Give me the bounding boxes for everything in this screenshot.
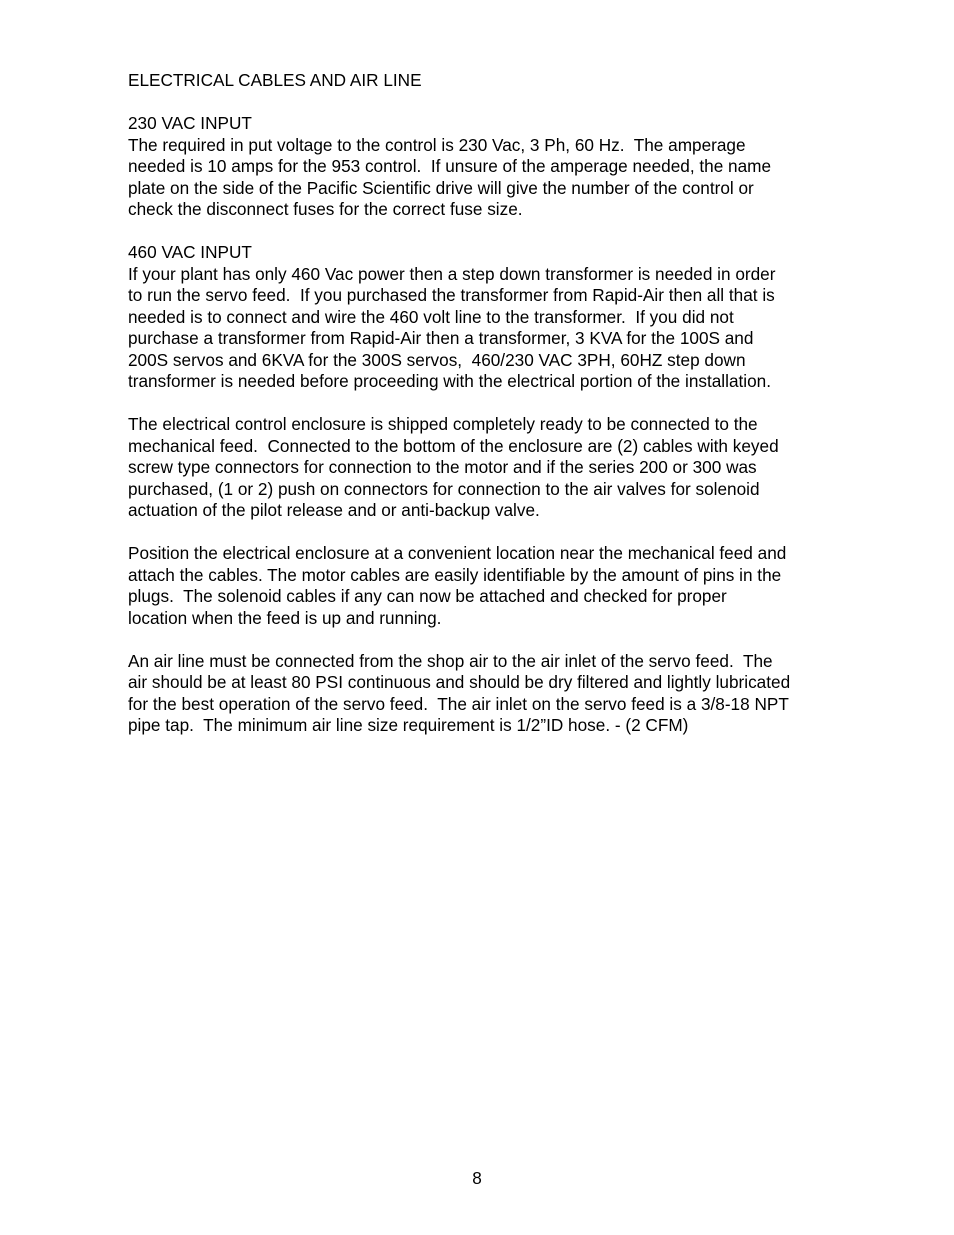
paragraph-enclosure	[128, 414, 868, 522]
section-460-vac	[128, 242, 868, 393]
spacer	[128, 522, 868, 544]
text-line: 200S servos and 6KVA for the 300S servos, 460/230 VAC 3PH, 60HZ step down	[128, 349, 746, 370]
text-line: An air line must be connected from the shop air to the air inlet of the servo feed. The	[128, 650, 773, 671]
text-line: attach the cables. The motor cables are easily identifiable by the amount of pins in the	[128, 564, 782, 585]
section-heading: 230 VAC INPUT	[128, 113, 252, 133]
text-line: location when the feed is up and running.	[128, 607, 442, 628]
document-body	[128, 70, 868, 737]
text-line: purchased, (1 or 2) push on connectors for connection to the air valves for solenoid	[128, 478, 760, 499]
text-line: The electrical control enclosure is shipped completely ready to be connected to the	[128, 414, 758, 434]
text-line: plugs. The solenoid cables if any can now be attached and checked for proper	[128, 586, 727, 606]
spacer	[128, 92, 868, 114]
text-line: If your plant has only 460 Vac power then a step down transformer is needed in order	[128, 263, 776, 284]
page-number: 8	[472, 1168, 482, 1188]
text-line: pipe tap. The minimum air line size requirement is 1/2”ID hose. - (2 CFM)	[128, 715, 689, 735]
page-title: ELECTRICAL CABLES AND AIR LINE	[128, 70, 422, 90]
text-line: mechanical feed. Connected to the bottom of the enclosure are (2) cables with keyed	[128, 435, 779, 456]
text-line: needed is 10 amps for the 953 control. If unsure of the amperage needed, the name	[128, 156, 772, 176]
text-line: transformer is needed before proceeding with the electrical portion of the installation.	[128, 371, 771, 391]
text-line: needed is to connect and wire the 460 volt line to the transformer. If you did not	[128, 306, 734, 327]
spacer	[128, 629, 868, 651]
paragraph-position	[128, 543, 868, 629]
text-line: purchase a transformer from Rapid-Air then a transformer, 3 KVA for the 100S and	[128, 328, 754, 348]
section-heading: 460 VAC INPUT	[128, 242, 252, 262]
text-line: air should be at least 80 PSI continuous and should be dry filtered and lightly lubricated	[128, 672, 791, 692]
spacer	[128, 393, 868, 415]
text-line: Position the electrical enclosure at a convenient location near the mechanical feed and	[128, 543, 787, 563]
text-line: screw type connectors for connection to the motor and if the series 200 or 300 was	[128, 457, 757, 477]
text-line: for the best operation of the servo feed. The air inlet on the servo feed is a 3/8-18 NPT	[128, 693, 789, 714]
text-line: actuation of the pilot release and or anti-backup valve.	[128, 500, 540, 520]
text-line: plate on the side of the Pacific Scientific drive will give the number of the control or	[128, 177, 754, 198]
section-230-vac	[128, 113, 868, 221]
paragraph-air-line	[128, 651, 868, 737]
spacer	[128, 221, 868, 243]
text-line: to run the servo feed. If you purchased the transformer from Rapid-Air then all that is	[128, 285, 775, 305]
text-line: The required in put voltage to the control is 230 Vac, 3 Ph, 60 Hz. The amperage	[128, 134, 746, 155]
text-line: check the disconnect fuses for the correct fuse size.	[128, 199, 523, 219]
